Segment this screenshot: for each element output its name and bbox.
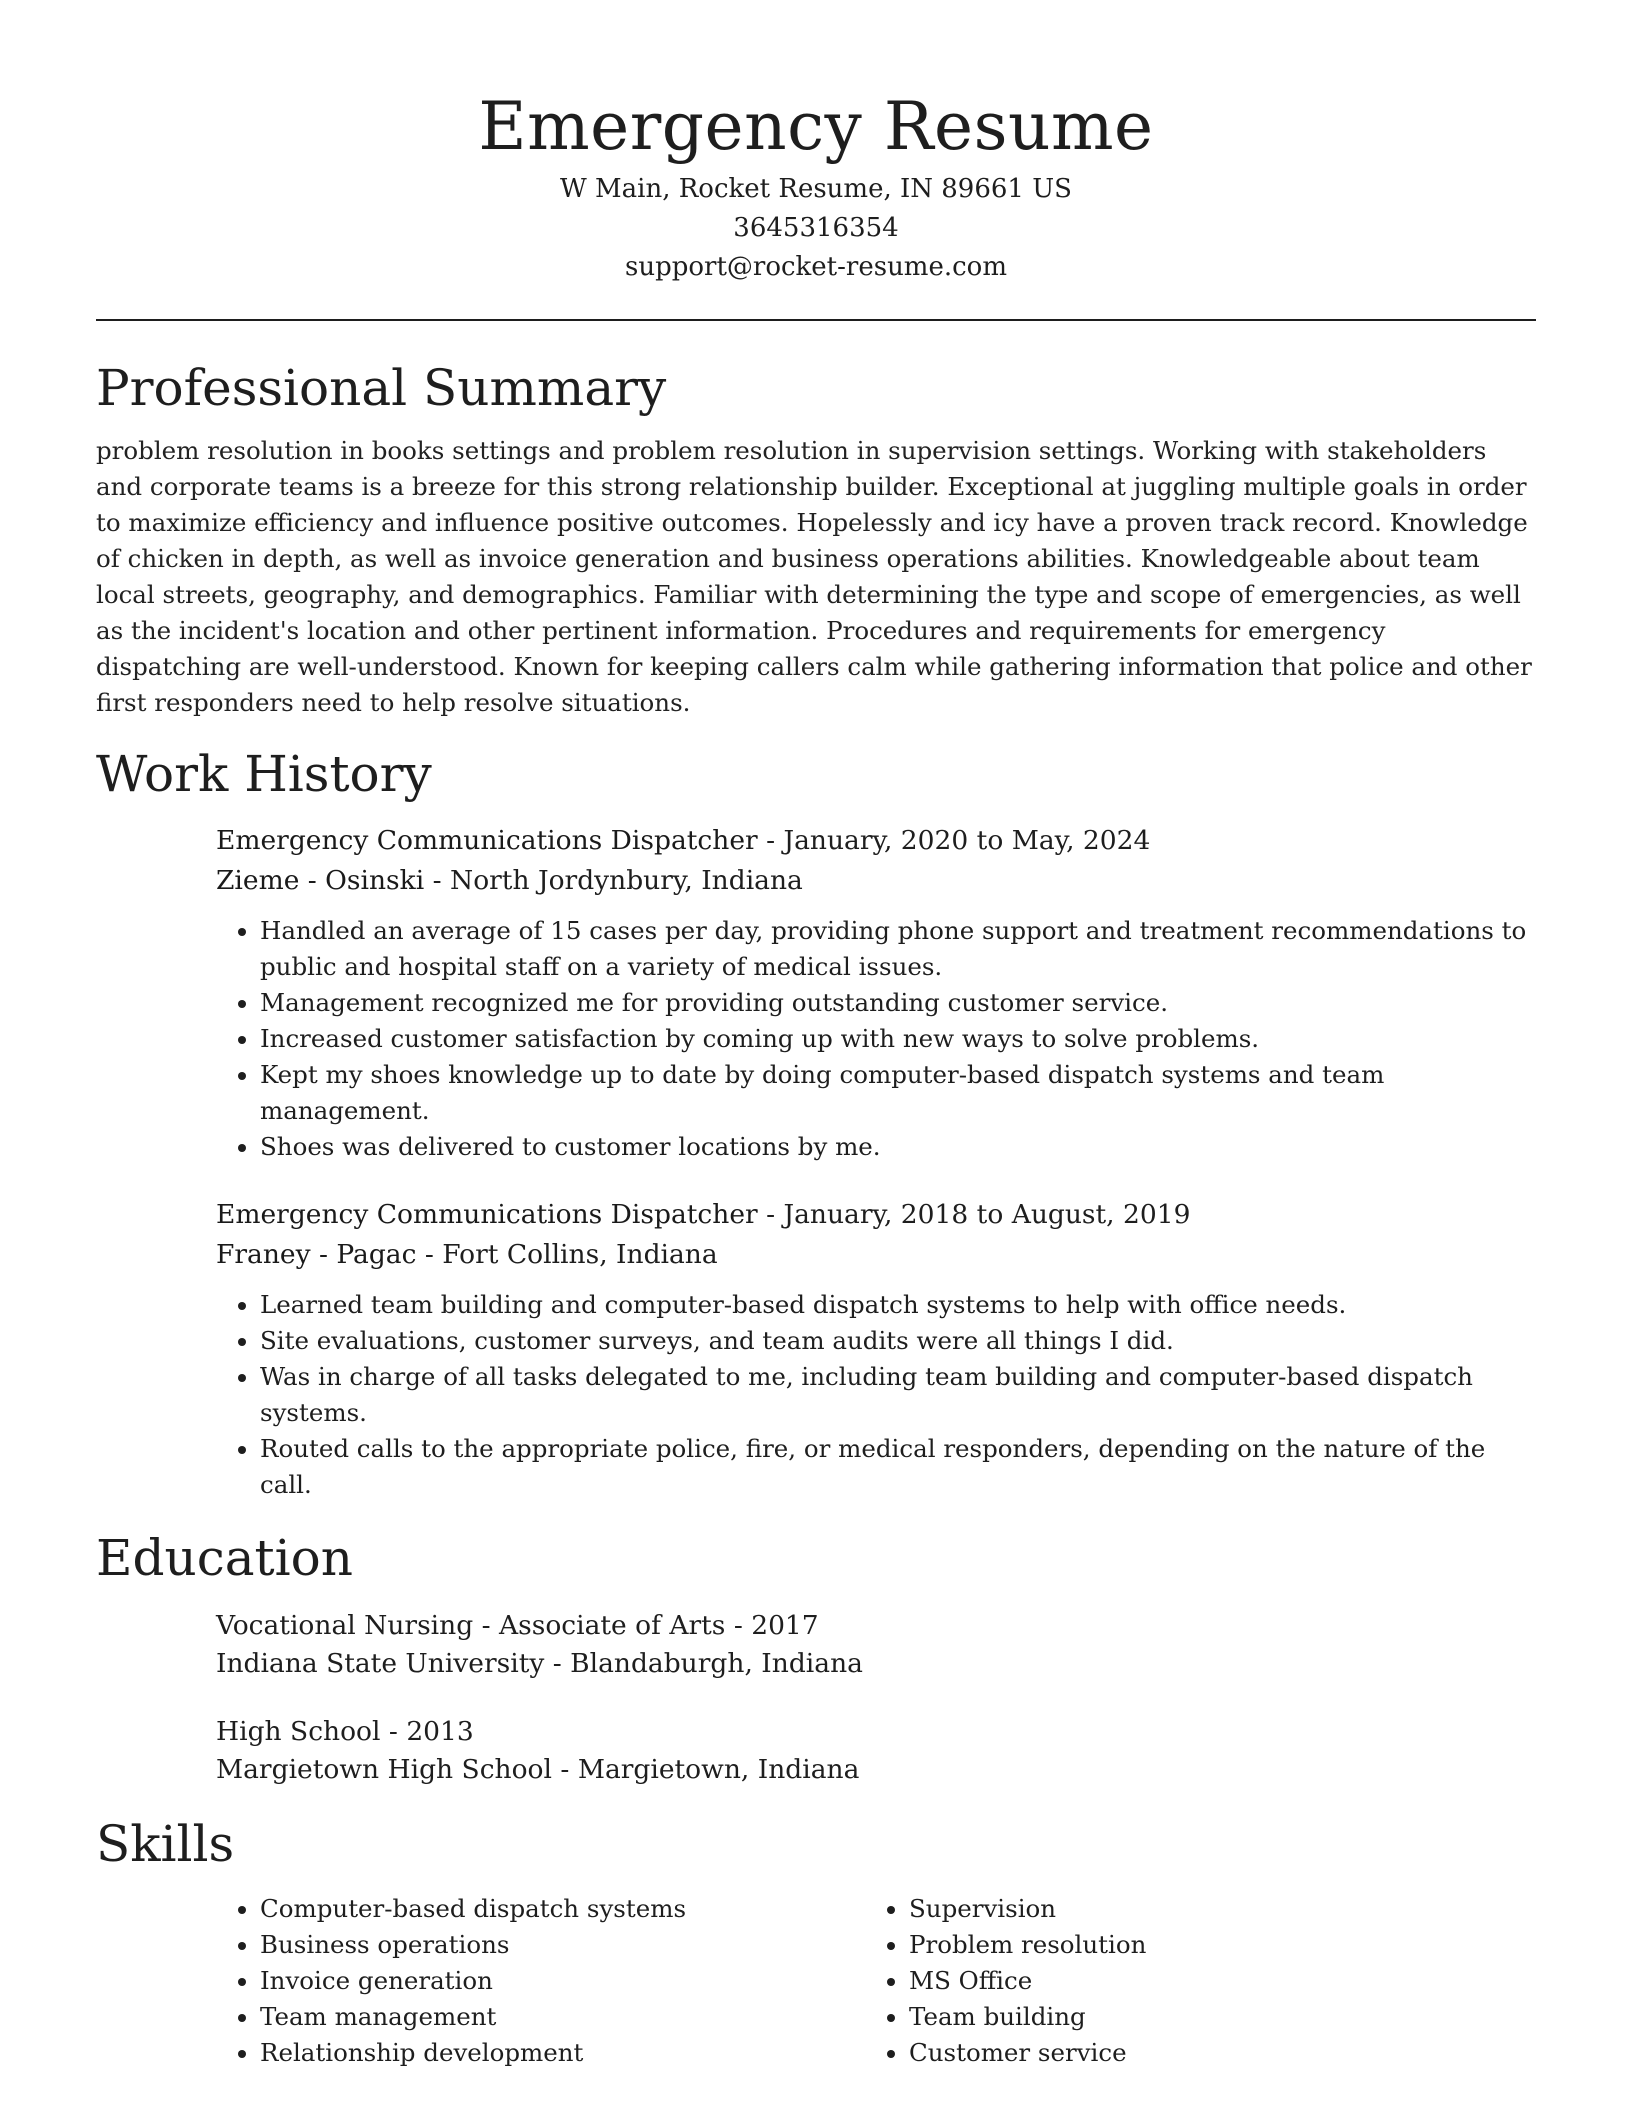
education-degree: Associate of Arts — [498, 1610, 726, 1641]
skill-item: • Team building — [909, 1999, 1409, 2035]
job-bullet: • Site evaluations, customer surveys, and team audits were all things I did. — [260, 1323, 1536, 1359]
skill-item: • Supervision — [909, 1891, 1409, 1927]
job-bullet: • Handled an average of 15 cases per day, providing phone support and treatment recommendations to public and hospital staff on a variety of medical issues. — [260, 913, 1536, 985]
job-dates: January, 2020 to May, 2024 — [783, 825, 1151, 856]
education-entry — [216, 1607, 1536, 1683]
job-org-line: Zieme - Osinski - North Jordynbury, Indiana — [216, 865, 803, 896]
education-school-line: Margietown High School - Margietown, Indiana — [216, 1754, 860, 1785]
job-location: North Jordynbury, Indiana — [450, 865, 803, 896]
education-degree-line: Vocational Nursing - Associate of Arts - 2017 — [216, 1610, 819, 1641]
education-heading: Education — [96, 1529, 353, 1587]
education-field: High School — [216, 1716, 381, 1747]
education-school-line: Indiana State University - Blandaburgh, Indiana — [216, 1648, 863, 1679]
skills-column-2 — [865, 1891, 1409, 2071]
skill-item: • MS Office — [909, 1963, 1409, 1999]
job-position: Emergency Communications Dispatcher — [216, 1199, 758, 1230]
address: W Main, Rocket Resume, IN 89661 US — [560, 174, 1072, 204]
skill-item: • Customer service — [909, 2035, 1409, 2071]
job-bullet: • Learned team building and computer-based dispatch systems to help with office needs. — [260, 1287, 1536, 1323]
skill-item: • Problem resolution — [909, 1927, 1409, 1963]
job-bullet: • Kept my shoes knowledge up to date by doing computer-based dispatch systems and team management. — [260, 1057, 1536, 1129]
job-org-line: Franey - Pagac - Fort Collins, Indiana — [216, 1239, 718, 1270]
job-bullets — [216, 913, 1536, 1165]
education-entry — [216, 1713, 1536, 1789]
job-company: Zieme - Osinski — [216, 865, 425, 896]
education-school: Indiana State University — [216, 1648, 545, 1679]
job-position: Emergency Communications Dispatcher — [216, 825, 758, 856]
education-year: 2013 — [406, 1716, 474, 1747]
job-entry — [216, 1195, 1536, 1503]
job-title-line: Emergency Communications Dispatcher - January, 2020 to May, 2024 — [216, 825, 1151, 856]
resume-page — [96, 0, 1536, 2071]
skill-item: • Computer-based dispatch systems — [260, 1891, 865, 1927]
skill-item: • Business operations — [260, 1927, 865, 1963]
summary-text: problem resolution in books settings and problem resolution in supervision settings. Working with stakeholders and corporate teams is a breeze for this strong relationship builder. Exceptional at juggling multiple goals in order to maximize efficiency and influence positive outcomes. Hopelessly and icy have a proven track record. Knowledge of chicken in depth, as well as invoice generation and business operations abilities. Knowledgeable about team local streets, geography, and demographics. Familiar with determining the type and scope of emergencies, as well as the incident's location and other pertinent information. Procedures and requirements for emergency dispatching are well-understood. Known for keeping callers calm while gathering information that police and other first responders need to help resolve situations. — [96, 436, 1532, 717]
summary-heading: Professional Summary — [96, 359, 667, 417]
skills-heading: Skills — [96, 1815, 235, 1873]
job-bullet: • Shoes was delivered to customer locations by me. — [260, 1129, 1536, 1165]
education-field: Vocational Nursing — [216, 1610, 474, 1641]
job-entry — [216, 821, 1536, 1165]
phone-number: 3645316354 — [733, 213, 899, 243]
job-bullet: • Was in charge of all tasks delegated to me, including team building and computer-based dispatch systems. — [260, 1359, 1536, 1431]
job-bullets — [216, 1287, 1536, 1503]
job-bullet: • Routed calls to the appropriate police, fire, or medical responders, depending on the nature of the call. — [260, 1431, 1536, 1503]
skill-item: • Relationship development — [260, 2035, 865, 2071]
job-dates: January, 2018 to August, 2019 — [783, 1199, 1191, 1230]
job-bullet: • Management recognized me for providing outstanding customer service. — [260, 985, 1536, 1021]
candidate-name: Emergency Resume — [478, 88, 1154, 165]
education-degree-line: High School - 2013 — [216, 1716, 474, 1747]
job-location: Fort Collins, Indiana — [442, 1239, 718, 1270]
email-address: support@rocket-resume.com — [624, 252, 1007, 282]
resume-header — [96, 0, 1536, 287]
skill-item: • Team management — [260, 1999, 865, 2035]
education-year: 2017 — [751, 1610, 819, 1641]
education-location: Blandaburgh, Indiana — [570, 1648, 863, 1679]
header-divider — [96, 319, 1536, 321]
education-school: Margietown High School — [216, 1754, 552, 1785]
work-history-heading: Work History — [96, 745, 432, 803]
job-company: Franey - Pagac — [216, 1239, 417, 1270]
skills-column-1 — [216, 1891, 865, 2071]
skills-list — [216, 1891, 1536, 2071]
education-location: Margietown, Indiana — [577, 1754, 860, 1785]
job-bullet: • Increased customer satisfaction by coming up with new ways to solve problems. — [260, 1021, 1536, 1057]
skill-item: • Invoice generation — [260, 1963, 865, 1999]
job-title-line: Emergency Communications Dispatcher - January, 2018 to August, 2019 — [216, 1199, 1191, 1230]
